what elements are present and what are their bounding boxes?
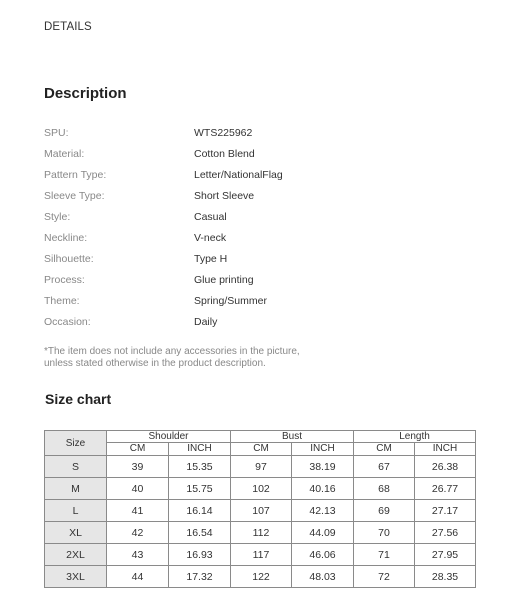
size-cell: 3XL <box>45 566 107 588</box>
table-cell: 42 <box>107 522 169 544</box>
table-cell: 122 <box>231 566 292 588</box>
table-row <box>45 478 476 500</box>
table-cell: 39 <box>107 456 169 478</box>
spec-key: Material: <box>44 148 85 160</box>
table-cell: 112 <box>231 522 292 544</box>
spec-row-process <box>44 274 464 295</box>
table-cell: 102 <box>231 478 292 500</box>
table-cell: 27.17 <box>415 500 476 522</box>
spec-value: WTS225962 <box>194 127 253 139</box>
size-chart-table <box>44 430 476 588</box>
spec-row-occasion <box>44 316 464 337</box>
spec-key: SPU: <box>44 127 69 139</box>
table-cell: 40 <box>107 478 169 500</box>
table-row <box>45 500 476 522</box>
spec-value: Casual <box>194 211 227 223</box>
table-cell: 67 <box>354 456 415 478</box>
spec-key: Pattern Type: <box>44 169 107 181</box>
table-cell: 43 <box>107 544 169 566</box>
table-cell: 70 <box>354 522 415 544</box>
table-cell: 28.35 <box>415 566 476 588</box>
spec-row-sleeve-type <box>44 190 464 211</box>
table-row <box>45 566 476 588</box>
spec-key: Process: <box>44 274 85 286</box>
unit-header: CM <box>107 443 169 456</box>
table-cell: 97 <box>231 456 292 478</box>
table-cell: 26.77 <box>415 478 476 500</box>
size-cell: XL <box>45 522 107 544</box>
spec-value: Spring/Summer <box>194 295 267 307</box>
table-row <box>45 522 476 544</box>
unit-header: INCH <box>292 443 354 456</box>
table-cell: 117 <box>231 544 292 566</box>
spec-value: Letter/NationalFlag <box>194 169 283 181</box>
spec-key: Style: <box>44 211 71 223</box>
unit-header: INCH <box>415 443 476 456</box>
disclaimer-line: *The item does not include any accessories in the picture, <box>44 346 300 357</box>
spec-key: Neckline: <box>44 232 88 244</box>
table-cell: 42.13 <box>292 500 354 522</box>
table-cell: 107 <box>231 500 292 522</box>
description-heading: Description <box>44 85 127 102</box>
size-column-header: Size <box>45 431 107 456</box>
table-cell: 72 <box>354 566 415 588</box>
group-header-shoulder: Shoulder <box>107 431 231 443</box>
table-cell: 16.54 <box>169 522 231 544</box>
table-cell: 17.32 <box>169 566 231 588</box>
unit-header: CM <box>354 443 415 456</box>
table-cell: 16.93 <box>169 544 231 566</box>
spec-row-neckline <box>44 232 464 253</box>
unit-header: INCH <box>169 443 231 456</box>
table-cell: 26.38 <box>415 456 476 478</box>
table-cell: 44.09 <box>292 522 354 544</box>
spec-list <box>44 127 464 337</box>
table-cell: 27.56 <box>415 522 476 544</box>
spec-row-pattern-type <box>44 169 464 190</box>
spec-value: Cotton Blend <box>194 148 255 160</box>
spec-value: Daily <box>194 316 218 328</box>
spec-row-spu <box>44 127 464 148</box>
size-cell: M <box>45 478 107 500</box>
spec-key: Occasion: <box>44 316 91 328</box>
table-cell: 40.16 <box>292 478 354 500</box>
spec-key: Silhouette: <box>44 253 94 265</box>
size-chart-heading: Size chart <box>45 391 112 407</box>
table-cell: 15.75 <box>169 478 231 500</box>
disclaimer-line: unless stated otherwise in the product description. <box>44 357 266 369</box>
spec-value: Type H <box>194 253 228 265</box>
table-cell: 15.35 <box>169 456 231 478</box>
group-header-length: Length <box>354 431 476 443</box>
table-cell: 71 <box>354 544 415 566</box>
table-cell: 16.14 <box>169 500 231 522</box>
spec-value: V-neck <box>194 232 227 244</box>
table-cell: 38.19 <box>292 456 354 478</box>
spec-row-style <box>44 211 464 232</box>
size-cell: S <box>45 456 107 478</box>
table-cell: 68 <box>354 478 415 500</box>
table-cell: 27.95 <box>415 544 476 566</box>
size-cell: L <box>45 500 107 522</box>
details-tab-label[interactable]: DETAILS <box>44 21 92 33</box>
size-cell: 2XL <box>45 544 107 566</box>
table-row <box>45 456 476 478</box>
unit-header: CM <box>231 443 292 456</box>
spec-value: Glue printing <box>194 274 254 286</box>
spec-row-theme <box>44 295 464 316</box>
group-header-bust: Bust <box>231 431 354 443</box>
table-cell: 69 <box>354 500 415 522</box>
spec-value: Short Sleeve <box>194 190 255 202</box>
spec-key: Theme: <box>44 295 80 307</box>
table-cell: 41 <box>107 500 169 522</box>
table-cell: 48.03 <box>292 566 354 588</box>
spec-row-material <box>44 148 464 169</box>
spec-row-silhouette <box>44 253 464 274</box>
table-cell: 46.06 <box>292 544 354 566</box>
spec-key: Sleeve Type: <box>44 190 105 202</box>
table-cell: 44 <box>107 566 169 588</box>
table-row <box>45 544 476 566</box>
accessories-disclaimer <box>44 346 300 369</box>
